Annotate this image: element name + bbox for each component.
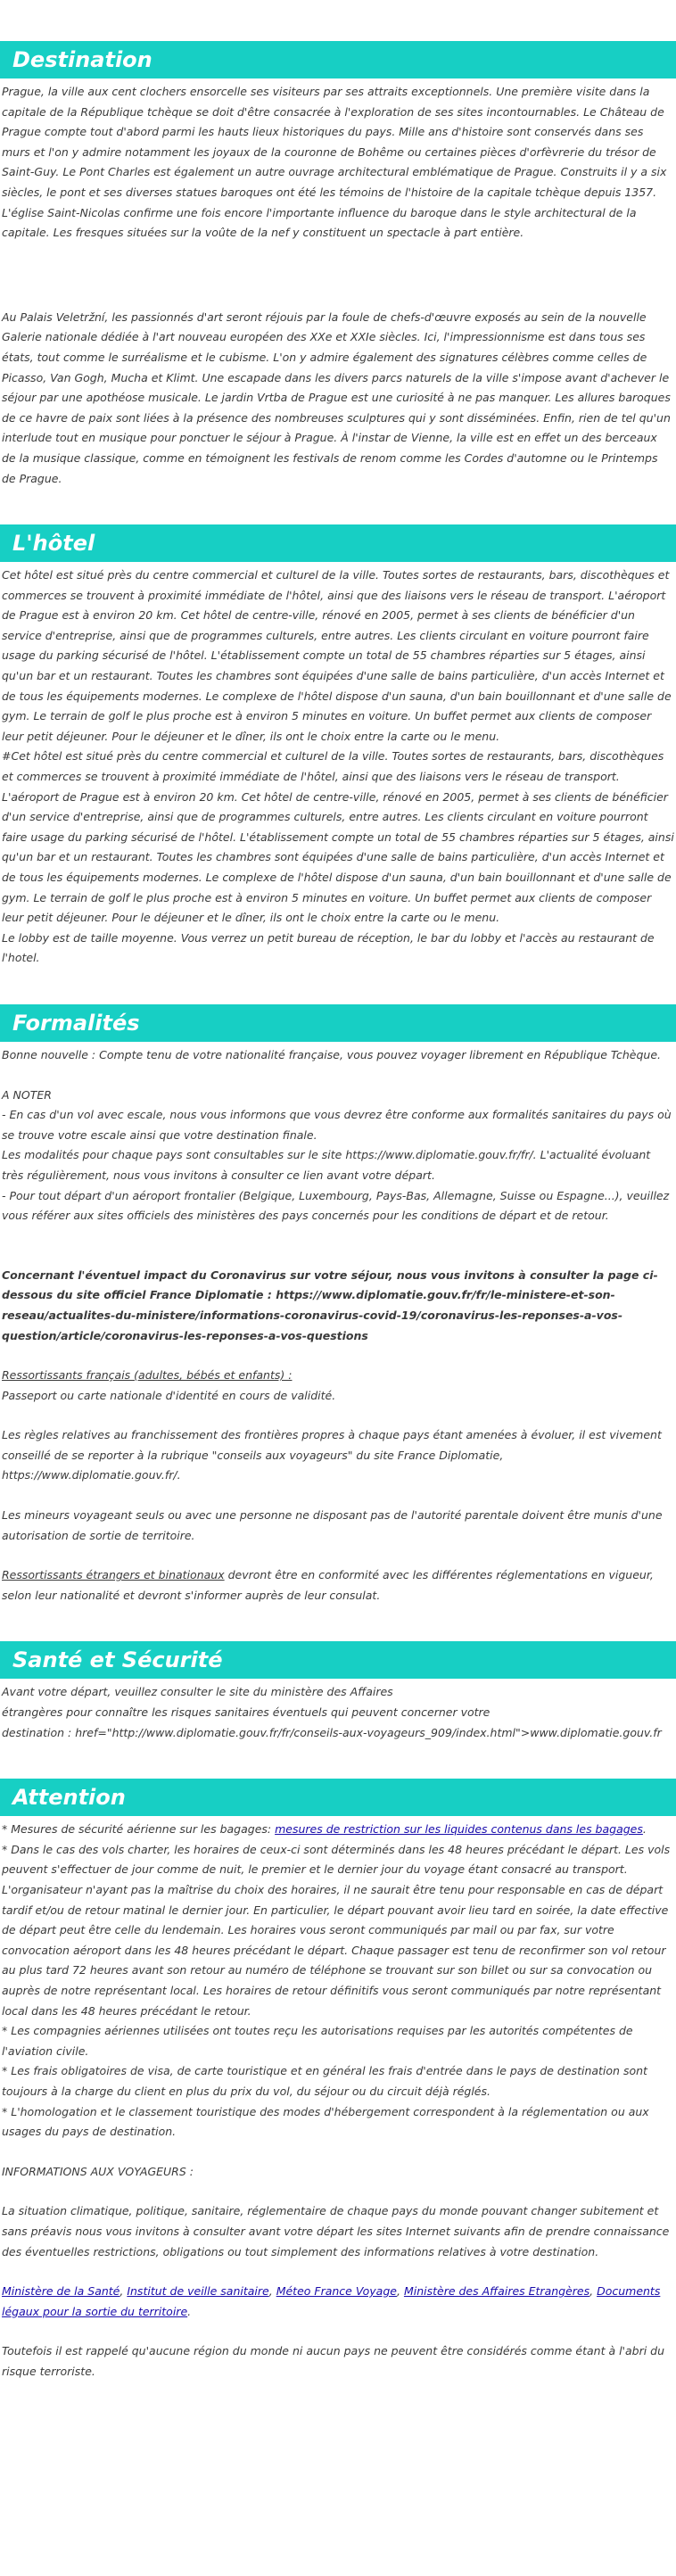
- link-separator: ,: [396, 2284, 404, 2299]
- note-line-3: - Pour tout départ d'un aéroport frontalier (Belgique, Luxembourg, Pays-Bas, Allemagne, Suisse ou Espagne...), veuillez vous référer aux sites officiels des ministères des pays concernés pour les conditions de départ et de retour.: [2, 1188, 670, 1223]
- bullet-1-suffix: .: [642, 1822, 647, 1837]
- coronavirus-notice: Concernant l'éventuel impact du Coronavirus sur votre séjour, nous vous invitons à consulter la page ci-dessous du site officiel France Diplomatie : https://www.diplomatie.gouv.fr/fr/le-ministere-et-son-reseau/actualites-du-ministere/informations-coronavirus-covid-19/coronavirus-les-reponses-a-vos-question/article/coronavirus-les-reponses-a-vos-questions: [2, 1267, 658, 1342]
- attention-bullet-3: * Les compagnies aériennes utilisées ont toutes reçu les autorisations requises par les autorités compétentes de l'aviation civile.: [2, 2024, 633, 2058]
- french-nationals-heading: Ressortissants français (adultes, bébés et enfants) :: [2, 1368, 293, 1383]
- section-header-sante: Santé et Sécurité: [0, 1641, 676, 1679]
- foreign-nationals-paragraph: [2, 1565, 674, 1606]
- attention-body: [0, 1816, 676, 2382]
- hotel-body: [0, 562, 676, 969]
- hotel-paragraph-3: Le lobby est de taille moyenne. Vous verrez un petit bureau de réception, le bar du lobby et l'accès au restaurant de l'hotel.: [2, 930, 655, 965]
- link-affaires-etrangeres[interactable]: Ministère des Affaires Etrangères: [403, 2284, 590, 2299]
- travellers-info-title: INFORMATIONS AUX VOYAGEURS :: [2, 2164, 194, 2178]
- link-veille-sanitaire[interactable]: Institut de veille sanitaire: [127, 2284, 269, 2299]
- terrorism-notice: Toutefois il est rappelé qu'aucune région du monde ni aucun pays ne peuvent être considérés comme étant à l'abri du risque terroriste.: [2, 2344, 665, 2378]
- note-line-2: Les modalités pour chaque pays sont consultables sur le site https://www.diplomatie.gouv.fr/fr/. L'actualité évoluant très régulièrement, nous vous invitons à consulter ce lien avant votre départ.: [2, 1148, 651, 1182]
- sante-line-3: destination : href="http://www.diplomatie.gouv.fr/fr/conseils-aux-voyageurs_909/index.html">www.diplomatie.gouv.fr: [2, 1725, 662, 1739]
- section-header-attention: Attention: [0, 1779, 676, 1816]
- attention-bullet-4: * Les frais obligatoires de visa, de carte touristique et en général les frais d'entrée dans le pays de destination sont toujours à la charge du client en plus du prix du vol, du séjour ou du circuit déjà réglés.: [2, 2064, 647, 2098]
- destination-body: [0, 78, 676, 489]
- destination-paragraph-1: Prague, la ville aux cent clochers ensorcelle ses visiteurs par ses attraits exceptionnels. Une première visite dans la capitale de la République tchèque se doit d'être consacrée à l'exploration de ses sites incontournables. Le Château de Prague compte tout d'abord parmi les hauts lieux historiques du pays. Mille ans d'histoire sont conservés dans ses murs et l'on y admire notamment les joyaux de la couronne de Bohême ou certaines pièces d'orfèvrerie du trésor de Saint-Guy. Le Pont Charles est également un autre ouvrage architectural emblématique de Prague. Construits il y a six siècles, le pont et ses diverses statues baroques ont été les témoins de l'histoire de la capitale tchèque depuis 1357. L'église Saint-Nicolas confirme une fois encore l'importante influence du baroque dans le style architectural de la capitale. Les fresques situées sur la voûte de la nef y constituent un spectacle à part entière.: [2, 85, 667, 240]
- sante-line-1: Avant votre départ, veuillez consulter le site du ministère des Affaires: [2, 1685, 393, 1699]
- foreign-nationals-text: devront être en conformité avec les différentes réglementations en vigueur, selon leur nationalité et devront s'informer auprès de leur consulat.: [2, 1568, 654, 1602]
- attention-bullet-5: * L'homologation et le classement touristique des modes d'hébergement correspondent à la réglementation ou aux usages du pays de destination.: [2, 2104, 649, 2139]
- section-header-destination: Destination: [0, 41, 676, 78]
- note-line-1: - En cas d'un vol avec escale, nous vous informons que vous devrez être conforme aux formalités sanitaires du pays où se trouve votre escale ainsi que votre destination finale.: [2, 1108, 672, 1142]
- sante-line-2: étrangères pour connaître les risques sanitaires éventuels qui peuvent concerner votre: [2, 1705, 491, 1720]
- link-separator: ,: [268, 2284, 276, 2299]
- formalites-intro: Bonne nouvelle : Compte tenu de votre nationalité française, vous pouvez voyager librement en République Tchèque.: [2, 1047, 662, 1061]
- link-meteo-france[interactable]: Méteo France Voyage: [276, 2284, 397, 2299]
- hotel-paragraph-2: #Cet hôtel est situé près du centre commercial et culturel de la ville. Toutes sortes de restaurants, bars, discothèques et commerces se trouvent à proximité immédiate de l'hôtel, ainsi que des liaisons vers le réseau de transport. L'aéroport de Prague est à environ 20 km. Cet hôtel de centre-ville, rénové en 2005, permet à ses clients de bénéficier d'un service d'entreprise, ainsi que de programmes culturels, entre autres. Les clients circulant en voiture pourront faire usage du parking sécurisé de l'hôtel. L'établissement compte un total de 55 chambres réparties sur 5 étages, ainsi qu'un bar et un restaurant. Toutes les chambres sont équipées d'une salle de bains particulière, d'un accès Internet et de tous les équipements modernes. Le complexe de l'hôtel dispose d'un sauna, d'un bain bouillonnant et d'une salle de gym. Le terrain de golf le plus proche est à environ 5 minutes en voiture. Un buffet permet aux clients de composer leur petit déjeuner. Pour le déjeuner et le dîner, ils ont le choix entre la carte ou le menu.: [2, 749, 674, 925]
- attention-bullet-1: [2, 1820, 674, 1840]
- minors-text: Les mineurs voyageant seuls ou avec une personne ne disposant pas de l'autorité parentale doivent être munis d'une autorisation de sortie de territoire.: [2, 1508, 663, 1542]
- link-documents-legaux[interactable]: Documents légaux pour la sortie du territoire: [2, 2284, 661, 2318]
- section-header-hotel: L'hôtel: [0, 524, 676, 562]
- travellers-info-text: La situation climatique, politique, sanitaire, réglementaire de chaque pays du monde pouvant changer subitement et sans préavis nous vous invitons à consulter avant votre départ les sites Internet suivants afin de prendre connaissance des éventuelles restrictions, obligations ou tout simplement des informations relatives à votre destination.: [2, 2204, 670, 2258]
- liquids-restriction-link[interactable]: mesures de restriction sur les liquides contenus dans les bagages: [275, 1822, 643, 1837]
- sante-body: [0, 1679, 676, 1743]
- french-nationals-text: Passeport ou carte nationale d'identité en cours de validité.: [2, 1388, 336, 1402]
- formalites-body: [0, 1042, 676, 1606]
- foreign-nationals-heading: Ressortissants étrangers et binationaux: [2, 1568, 225, 1582]
- section-header-formalites: Formalités: [0, 1004, 676, 1042]
- destination-paragraph-2: Au Palais Veletržní, les passionnés d'art seront réjouis par la foule de chefs-d'œuvre exposés au sein de la nouvelle Galerie nationale dédiée à l'art nouveau européen des XXe et XXIe siècles. Ici, l'impressionnisme est dans tous ses états, tout comme le surréalisme et le cubisme. L'on y admire également des signatures célèbres comme celles de Picasso, Van Gogh, Mucha et Klimt. Une escapade dans les divers parcs naturels de la ville s'impose avant d'achever le séjour par une apothéose musicale. Le jardin Vrtba de Prague est une curiosité à ne pas manquer. Les allures baroques de ce havre de paix sont liées à la présence des nombreuses sculptures qui y sont disséminées. Enfin, rien de tel qu'un interlude tout en musique pour ponctuer le séjour à Prague. À l'instar de Vienne, la ville est en effet un des berceaux de la musique classique, comme en témoignent les festivals de renom comme les Cordes d'automne ou le Printemps de Prague.: [2, 310, 671, 485]
- link-separator: ,: [589, 2284, 598, 2299]
- bullet-1-prefix: * Mesures de sécurité aérienne sur les bagages:: [2, 1822, 276, 1837]
- note-title: A NOTER: [2, 1087, 52, 1102]
- links-end: .: [187, 2304, 192, 2318]
- hotel-paragraph-1: Cet hôtel est situé près du centre commercial et culturel de la ville. Toutes sortes de restaurants, bars, discothèques et commerces se trouvent à proximité immédiate de l'hôtel, ainsi que des liaisons vers le réseau de transport. L'aéroport de Prague est à environ 20 km. Cet hôtel de centre-ville, rénové en 2005, permet à ses clients de bénéficier d'un service d'entreprise, ainsi que de programmes culturels, entre autres. Les clients circulant en voiture pourront faire usage du parking sécurisé de l'hôtel. L'établissement compte un total de 55 chambres réparties sur 5 étages, ainsi qu'un bar et un restaurant. Toutes les chambres sont équipées d'une salle de bains particulière, d'un accès Internet et de tous les équipements modernes. Le complexe de l'hôtel dispose d'un sauna, d'un bain bouillonnant et d'une salle de gym. Le terrain de golf le plus proche est à environ 5 minutes en voiture. Un buffet permet aux clients de composer leur petit déjeuner. Pour le déjeuner et le dîner, ils ont le choix entre la carte ou le menu.: [2, 568, 672, 743]
- link-ministere-sante[interactable]: Ministère de la Santé: [2, 2284, 120, 2299]
- link-separator: ,: [120, 2284, 128, 2299]
- official-links: [2, 2282, 674, 2322]
- border-rules-text: Les règles relatives au franchissement des frontières propres à chaque pays étant amenées à évoluer, il est vivement conseillé de se reporter à la rubrique "conseils aux voyageurs" du site France Diplomatie, https://www.diplomatie.gouv.fr/.: [2, 1428, 662, 1482]
- attention-bullet-2: * Dans le cas des vols charter, les horaires de ceux-ci sont déterminés dans les 48 heures précédant le départ. Les vols peuvent s'effectuer de jour comme de nuit, le premier et le dernier jour du voyage étant consacré au transport. L'organisateur n'ayant pas la maîtrise du choix des horaires, il ne saurait être tenu pour responsable en cas de départ tardif et/ou de retour matinal le dernier jour. En particulier, le départ pouvant avoir lieu tard en soirée, la date effective de départ peut être celle du lendemain. Les horaires vous seront communiqués par mail ou par fax, sur votre convocation aéroport dans les 48 heures précédant le départ. Chaque passager est tenu de reconfirmer son vol retour au plus tard 72 heures avant son retour au numéro de téléphone se trouvant sur son billet ou sur sa convocation ou auprès de notre représentant local. Les horaires de retour définitifs vous seront communiqués par notre représentant local dans les 48 heures précédant le retour.: [2, 1842, 671, 2018]
